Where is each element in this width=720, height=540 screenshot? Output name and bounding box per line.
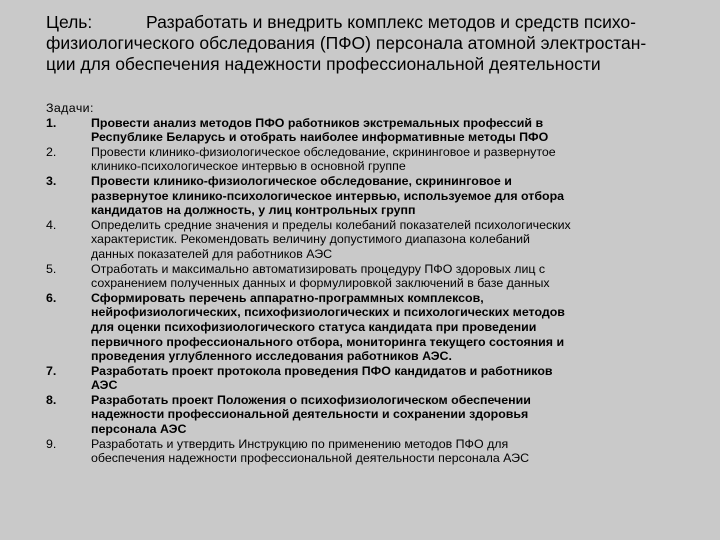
task-number: 2. — [46, 144, 57, 159]
goal-block — [46, 12, 686, 75]
goal-line-2: физиологического обследования (ПФО) персонала атомной электростан- — [46, 33, 647, 53]
task-text: Разработать проект протокола проведения ПФО кандидатов и работников АЭС — [91, 363, 553, 393]
task-number: 5. — [46, 261, 57, 276]
task-text: Определить средние значения и пределы колебаний показателей психологических характеристик. Рекомендовать величину допустимого диапазона колебаний данных показателей для работников АЭС — [91, 217, 571, 261]
goal-line-1 — [46, 12, 686, 33]
task-item — [46, 262, 686, 291]
task-item — [46, 291, 686, 364]
task-number: 8. — [46, 392, 57, 407]
task-text: Провести клинико-физиологическое обследование, скрининговое и развернутое клинико-психологическое интервью в основной группе — [91, 144, 556, 174]
task-number: 1. — [46, 115, 57, 130]
goal-label: Цель: — [46, 12, 93, 32]
tasks-heading: Задачи: — [46, 101, 94, 115]
goal-text-line: Разработать и внедрить комплекс методов и средств психо- — [146, 12, 636, 32]
task-item — [46, 145, 686, 174]
task-number: 9. — [46, 436, 57, 451]
task-text: Разработать и утвердить Инструкцию по применению методов ПФО для обеспечения надежности профессиональной деятельности персонала АЭС — [91, 436, 530, 466]
task-text: Провести клинико-физиологическое обследование, скрининговое и развернутое клинико-психологическое интервью, используемое для отбора кандидатов на должность, у лиц контрольных групп — [91, 173, 565, 218]
task-item — [46, 393, 686, 437]
task-text: Провести анализ методов ПФО работников экстремальных профессий в Республике Беларусь и отобрать наиболее информативные методы ПФО — [91, 115, 549, 145]
task-item — [46, 218, 686, 262]
task-item — [46, 116, 686, 145]
task-text: Отработать и максимально автоматизировать процедуру ПФО здоровых лиц с сохранением полученных данных и формулировкой заключений в базе данных — [91, 261, 550, 291]
task-item — [46, 364, 686, 393]
task-text: Сформировать перечень аппаратно-программных комплексов, нейрофизиологических, психофизиологических и психологических методов для оценки психофизиологического статуса кандидата при проведении первичного профессионального отбора, мониторинга текущего состояния и проведения углубленного исследования работников АЭС. — [91, 290, 565, 364]
task-text: Разработать проект Положения о психофизиологическом обеспечении надежности профессиональной деятельности и сохранении здоровья персонала АЭС — [91, 392, 531, 437]
task-number: 6. — [46, 290, 57, 305]
task-item — [46, 174, 686, 218]
task-number: 4. — [46, 217, 57, 232]
tasks-block — [46, 101, 686, 466]
task-number: 7. — [46, 363, 57, 378]
task-number: 3. — [46, 173, 57, 188]
task-item — [46, 437, 686, 466]
goal-line-3: ции для обеспечения надежности профессиональной деятельности — [46, 54, 601, 74]
